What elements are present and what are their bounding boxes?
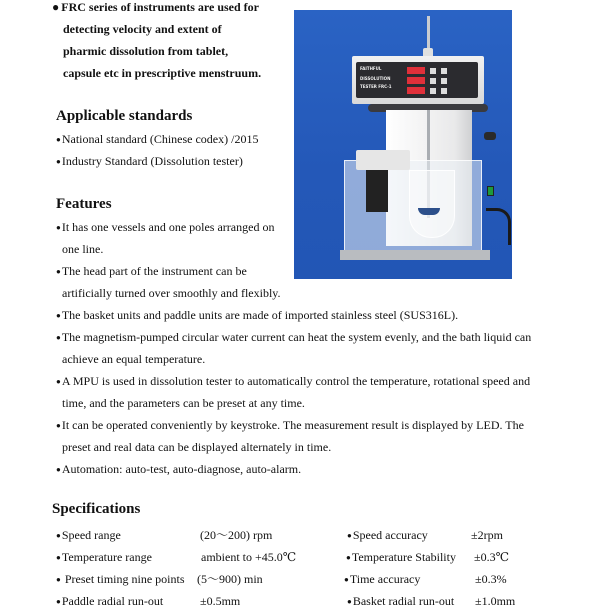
- spec-value: ±2rpm: [471, 528, 503, 542]
- feature-item: ● Automation: auto-test, auto-diagnose, auto-alarm.: [56, 458, 301, 481]
- key-button: [430, 78, 436, 84]
- specifications-heading: Specifications: [52, 501, 141, 517]
- spec-label: ● Paddle radial run-out: [56, 590, 163, 613]
- paddle: [418, 208, 440, 215]
- key-button: [430, 88, 436, 94]
- feature-item-cont: achieve an equal temperature.: [62, 352, 206, 366]
- feature-item: ● A MPU is used in dissolution tester to automatically control the temperature, rotational speed and: [56, 370, 530, 393]
- feature-item: ● It has one vessels and one poles arranged on: [56, 216, 274, 239]
- key-button: [441, 78, 447, 84]
- spec-label: ● Time accuracy: [344, 568, 420, 591]
- brand-label: FAITHFUL: [360, 66, 382, 71]
- key-button: [441, 68, 447, 74]
- spec-label: ● Preset timing nine points: [56, 568, 185, 591]
- feature-item-cont: preset and real data can be displayed alternately in time.: [62, 440, 332, 454]
- intro-line: ● FRC series of instruments are used for: [52, 0, 259, 18]
- led-display: [407, 77, 425, 84]
- spec-label: ● Temperature Stability: [346, 546, 456, 569]
- spec-value: ±0.5mm: [200, 594, 241, 608]
- model-label: TESTER FRC-1: [360, 84, 392, 89]
- spec-value: ±0.3%: [475, 572, 507, 586]
- feature-item: ● The basket units and paddle units are made of imported stainless steel (SUS316L).: [56, 304, 458, 327]
- features-heading: Features: [56, 196, 112, 212]
- spec-value: (20～200) rpm: [200, 528, 273, 542]
- spec-value: ambient to +45.0℃: [201, 550, 297, 564]
- product-photo: [294, 10, 512, 279]
- spec-label: ● Basket radial run-out: [347, 590, 454, 613]
- stirrer-rod-top: [427, 16, 430, 52]
- feature-item-cont: time, and the parameters can be preset at any time.: [62, 396, 305, 410]
- spec-value: ±1.0mm: [475, 594, 516, 608]
- feature-item-cont: artificially turned over smoothly and flexibly.: [62, 286, 281, 300]
- base-plate: [340, 250, 490, 260]
- power-switch: [487, 186, 494, 196]
- spec-label: ● Speed accuracy: [347, 524, 428, 547]
- feature-item: ● It can be operated conveniently by keystroke. The measurement result is displayed by LED. The: [56, 414, 524, 437]
- standard-item: ● Industry Standard (Dissolution tester): [56, 150, 243, 173]
- feature-item: ● The head part of the instrument can be: [56, 260, 247, 283]
- model-label: DISSOLUTION: [360, 76, 391, 81]
- feature-item: ● The magnetism-pumped circular water current can heat the system evenly, and the bath liquid can: [56, 326, 531, 349]
- feature-item-cont: one line.: [62, 242, 104, 256]
- spec-label: ● Temperature range: [56, 546, 152, 569]
- intro-line: capsule etc in prescriptive menstruum.: [63, 66, 262, 80]
- glass-vessel: [409, 170, 455, 238]
- spec-label: ● Speed range: [56, 524, 121, 547]
- intro-line: detecting velocity and extent of: [63, 22, 222, 36]
- led-display: [407, 87, 425, 94]
- side-knob: [484, 132, 496, 140]
- intro-line: pharmic dissolution from tablet,: [63, 44, 229, 58]
- spec-value: (5～900) min: [197, 572, 263, 586]
- standards-heading: Applicable standards: [56, 108, 193, 124]
- power-cable: [486, 208, 511, 245]
- key-button: [430, 68, 436, 74]
- key-button: [441, 88, 447, 94]
- pump-unit: [366, 170, 388, 212]
- heater-cover: [356, 150, 410, 170]
- led-display: [407, 67, 425, 74]
- standard-item: ● National standard (Chinese codex) /2015: [56, 128, 258, 151]
- spec-value: ±0.3℃: [474, 550, 510, 564]
